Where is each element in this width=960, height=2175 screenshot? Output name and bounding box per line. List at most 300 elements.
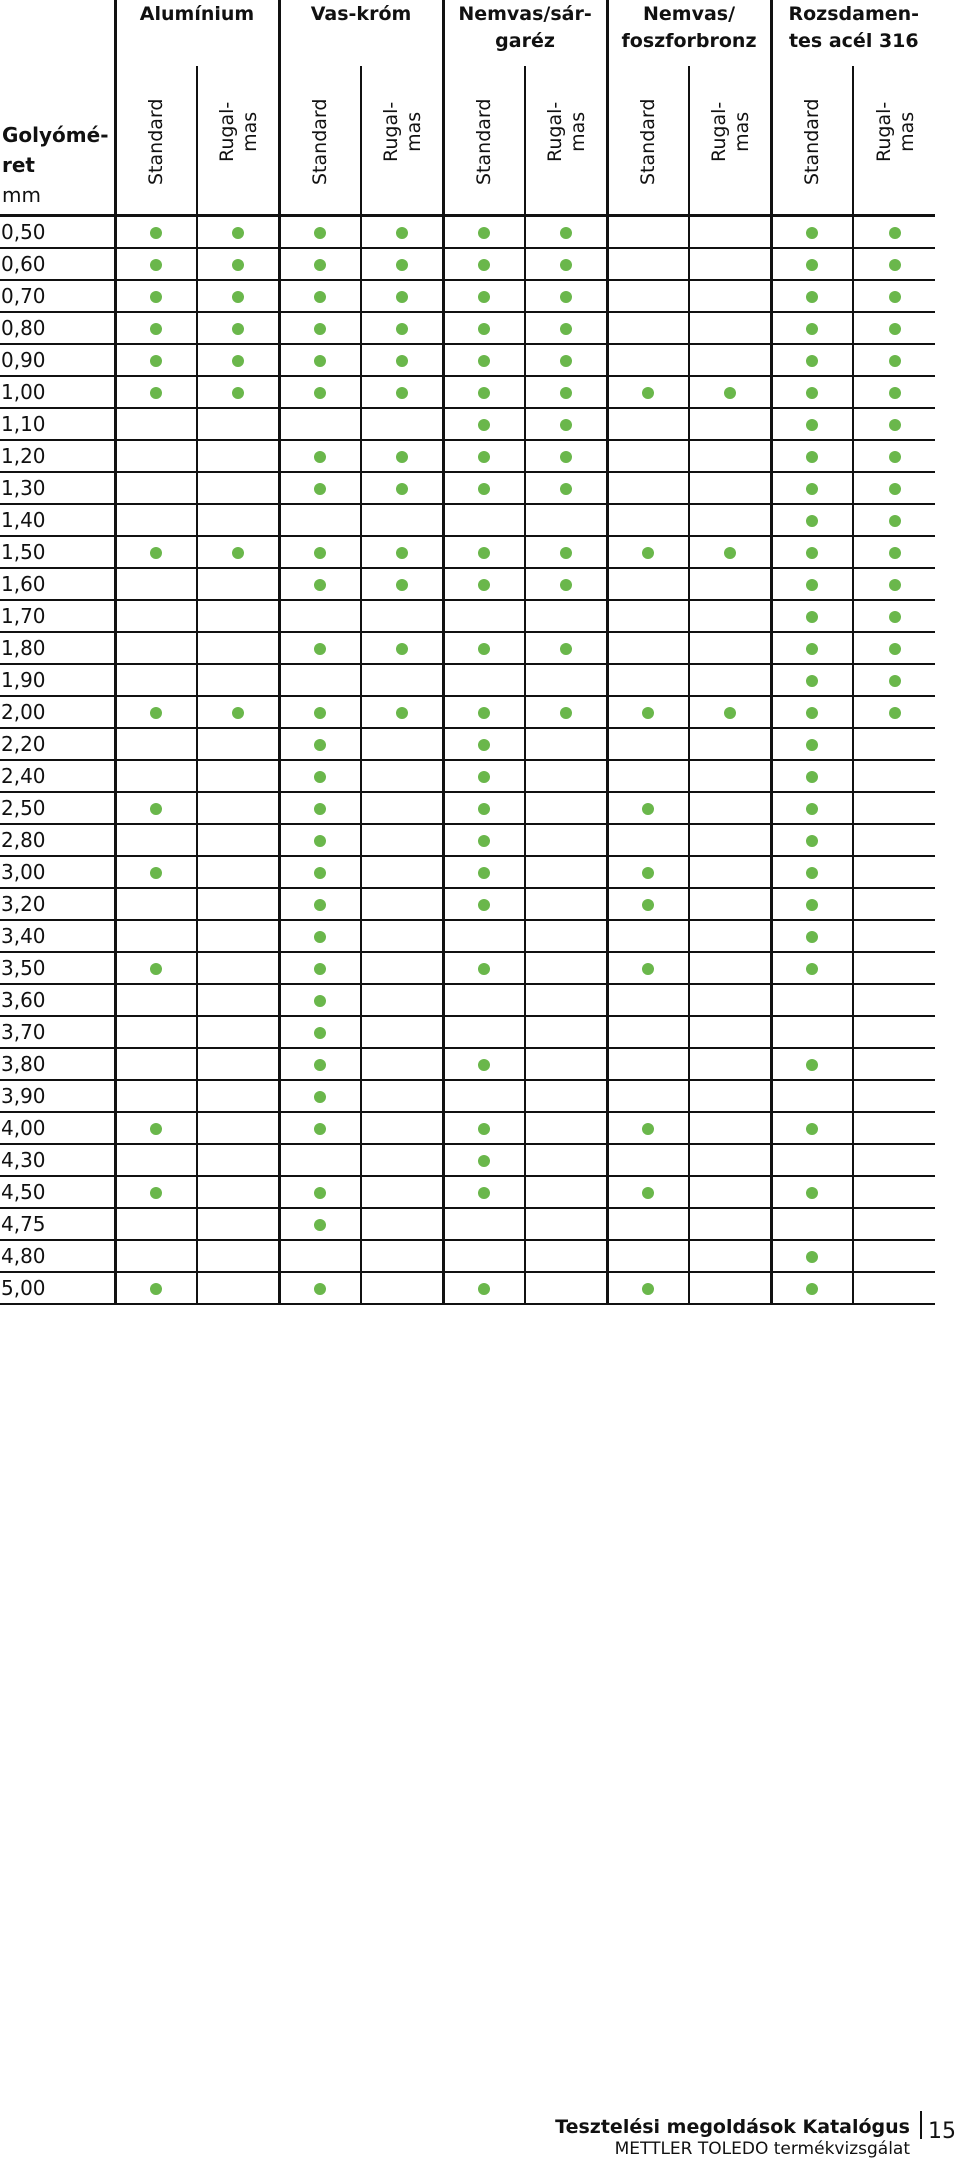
availability-cell <box>279 440 361 472</box>
availability-cell <box>279 216 361 249</box>
table-row <box>0 792 935 824</box>
available-dot-icon <box>396 387 408 399</box>
availability-cell <box>197 664 279 696</box>
available-dot-icon <box>478 643 490 655</box>
availability-cell <box>361 760 443 792</box>
available-dot-icon <box>806 419 818 431</box>
table-row <box>0 824 935 856</box>
ball-size-cell: 2,20 <box>0 728 115 760</box>
availability-cell <box>361 696 443 728</box>
availability-cell <box>853 568 935 600</box>
availability-cell <box>689 664 771 696</box>
availability-cell <box>689 216 771 249</box>
availability-cell <box>689 920 771 952</box>
table-row <box>0 952 935 984</box>
subheader-standard <box>607 66 689 216</box>
availability-cell <box>361 504 443 536</box>
table-row <box>0 504 935 536</box>
availability-cell <box>279 1240 361 1272</box>
availability-cell <box>525 408 607 440</box>
ball-size-cell: 0,80 <box>0 312 115 344</box>
available-dot-icon <box>642 963 654 975</box>
availability-cell <box>197 376 279 408</box>
availability-cell <box>361 568 443 600</box>
availability-cell <box>443 536 525 568</box>
availability-cell <box>853 408 935 440</box>
availability-cell <box>443 344 525 376</box>
available-dot-icon <box>314 867 326 879</box>
availability-cell <box>197 600 279 632</box>
available-dot-icon <box>314 291 326 303</box>
availability-cell <box>525 1048 607 1080</box>
availability-cell <box>853 664 935 696</box>
subheader-rugalmas-line2: mas <box>566 111 589 152</box>
availability-cell <box>607 1080 689 1112</box>
availability-cell <box>607 216 689 249</box>
availability-cell <box>197 728 279 760</box>
available-dot-icon <box>396 259 408 271</box>
availability-cell <box>607 312 689 344</box>
availability-cell <box>525 1144 607 1176</box>
availability-cell <box>689 1048 771 1080</box>
availability-cell <box>689 1016 771 1048</box>
subheader-rugalmas-line1: Rugal- <box>707 101 730 162</box>
subheader-row <box>0 66 935 216</box>
availability-cell <box>525 984 607 1016</box>
available-dot-icon <box>150 547 162 559</box>
material-header-phosphor-bronze <box>607 0 771 66</box>
available-dot-icon <box>806 451 818 463</box>
available-dot-icon <box>478 355 490 367</box>
availability-cell <box>197 632 279 664</box>
availability-cell <box>689 376 771 408</box>
available-dot-icon <box>806 1283 818 1295</box>
availability-cell <box>853 824 935 856</box>
available-dot-icon <box>889 451 901 463</box>
available-dot-icon <box>642 707 654 719</box>
ball-size-cell: 0,90 <box>0 344 115 376</box>
available-dot-icon <box>314 1091 326 1103</box>
availability-cell <box>771 1272 853 1304</box>
availability-cell <box>115 216 197 249</box>
availability-cell <box>443 376 525 408</box>
availability-cell <box>525 568 607 600</box>
availability-cell <box>525 472 607 504</box>
available-dot-icon <box>150 355 162 367</box>
availability-cell <box>607 536 689 568</box>
availability-cell <box>771 472 853 504</box>
availability-cell <box>197 760 279 792</box>
available-dot-icon <box>806 835 818 847</box>
availability-cell <box>279 600 361 632</box>
availability-cell <box>443 696 525 728</box>
availability-cell <box>115 664 197 696</box>
ball-size-cell: 1,20 <box>0 440 115 472</box>
availability-cell <box>115 760 197 792</box>
ball-size-cell: 3,80 <box>0 1048 115 1080</box>
availability-cell <box>443 1176 525 1208</box>
available-dot-icon <box>806 1059 818 1071</box>
availability-cell <box>525 1240 607 1272</box>
availability-cell <box>197 952 279 984</box>
availability-cell <box>279 344 361 376</box>
availability-cell <box>607 1272 689 1304</box>
availability-cell <box>443 1144 525 1176</box>
table-row <box>0 1208 935 1240</box>
availability-cell <box>771 664 853 696</box>
availability-cell <box>607 1016 689 1048</box>
available-dot-icon <box>478 451 490 463</box>
availability-cell <box>689 1176 771 1208</box>
available-dot-icon <box>642 1187 654 1199</box>
availability-cell <box>771 728 853 760</box>
availability-cell <box>853 728 935 760</box>
availability-cell <box>279 1016 361 1048</box>
availability-cell <box>689 504 771 536</box>
availability-cell <box>197 1240 279 1272</box>
available-dot-icon <box>314 323 326 335</box>
available-dot-icon <box>396 547 408 559</box>
available-dot-icon <box>806 515 818 527</box>
availability-cell <box>279 1208 361 1240</box>
availability-cell <box>607 728 689 760</box>
availability-cell <box>689 312 771 344</box>
availability-cell <box>771 1048 853 1080</box>
available-dot-icon <box>396 291 408 303</box>
availability-cell <box>607 952 689 984</box>
ball-size-cell: 4,50 <box>0 1176 115 1208</box>
availability-cell <box>279 1144 361 1176</box>
available-dot-icon <box>560 291 572 303</box>
available-dot-icon <box>314 1187 326 1199</box>
availability-cell <box>607 920 689 952</box>
availability-cell <box>115 984 197 1016</box>
available-dot-icon <box>560 579 572 591</box>
header-corner <box>0 0 115 66</box>
ball-size-cell: 1,90 <box>0 664 115 696</box>
available-dot-icon <box>150 387 162 399</box>
availability-cell <box>689 792 771 824</box>
material-header-iron-chrome <box>279 0 443 66</box>
availability-cell <box>607 760 689 792</box>
availability-cell <box>443 632 525 664</box>
availability-cell <box>771 376 853 408</box>
available-dot-icon <box>889 291 901 303</box>
subheader-standard-label: Standard <box>145 98 168 185</box>
availability-cell <box>853 1176 935 1208</box>
table-row <box>0 1112 935 1144</box>
availability-cell <box>279 920 361 952</box>
material-name-line1: Alumínium <box>139 3 255 25</box>
ball-size-cell: 2,80 <box>0 824 115 856</box>
availability-cell <box>115 312 197 344</box>
available-dot-icon <box>806 739 818 751</box>
availability-cell <box>607 280 689 312</box>
subheader-standard-label: Standard <box>473 98 496 185</box>
available-dot-icon <box>889 387 901 399</box>
availability-cell <box>689 536 771 568</box>
material-name-line1: Nemvas/ <box>643 3 736 25</box>
material-header-row <box>0 0 935 66</box>
availability-cell <box>361 920 443 952</box>
subheader-rugalmas-line1: Rugal- <box>872 101 895 162</box>
available-dot-icon <box>396 483 408 495</box>
available-dot-icon <box>314 739 326 751</box>
availability-cell <box>771 440 853 472</box>
availability-cell <box>607 1240 689 1272</box>
availability-cell <box>443 856 525 888</box>
availability-cell <box>771 568 853 600</box>
available-dot-icon <box>642 387 654 399</box>
availability-cell <box>115 728 197 760</box>
availability-cell <box>525 504 607 536</box>
availability-cell <box>361 216 443 249</box>
availability-cell <box>197 312 279 344</box>
availability-cell <box>607 1176 689 1208</box>
availability-cell <box>525 1208 607 1240</box>
material-name-line2: foszforbronz <box>621 30 757 52</box>
availability-cell <box>443 824 525 856</box>
availability-cell <box>771 1240 853 1272</box>
available-dot-icon <box>478 803 490 815</box>
subheader-standard-label: Standard <box>637 98 660 185</box>
available-dot-icon <box>806 675 818 687</box>
available-dot-icon <box>396 355 408 367</box>
availability-cell <box>853 376 935 408</box>
availability-cell <box>279 472 361 504</box>
available-dot-icon <box>806 1123 818 1135</box>
available-dot-icon <box>889 675 901 687</box>
available-dot-icon <box>560 483 572 495</box>
available-dot-icon <box>806 355 818 367</box>
availability-cell <box>197 1176 279 1208</box>
available-dot-icon <box>314 1059 326 1071</box>
availability-cell <box>689 1112 771 1144</box>
available-dot-icon <box>806 547 818 559</box>
availability-cell <box>689 728 771 760</box>
available-dot-icon <box>724 547 736 559</box>
table-row <box>0 312 935 344</box>
availability-cell <box>443 1080 525 1112</box>
ball-size-cell: 4,00 <box>0 1112 115 1144</box>
available-dot-icon <box>396 323 408 335</box>
availability-cell <box>443 568 525 600</box>
available-dot-icon <box>478 835 490 847</box>
page-number: 15 <box>928 2119 956 2144</box>
availability-cell <box>197 920 279 952</box>
availability-cell <box>361 536 443 568</box>
availability-cell <box>689 408 771 440</box>
availability-cell <box>197 1208 279 1240</box>
ball-size-cell: 1,80 <box>0 632 115 664</box>
available-dot-icon <box>806 771 818 783</box>
available-dot-icon <box>806 579 818 591</box>
availability-cell <box>279 824 361 856</box>
availability-cell <box>279 568 361 600</box>
available-dot-icon <box>478 771 490 783</box>
availability-cell <box>279 312 361 344</box>
ball-size-table-body <box>0 216 935 1305</box>
available-dot-icon <box>806 323 818 335</box>
availability-cell <box>197 472 279 504</box>
availability-cell <box>853 600 935 632</box>
available-dot-icon <box>150 1187 162 1199</box>
ball-size-column-header <box>0 66 115 216</box>
availability-cell <box>607 888 689 920</box>
material-name-line1: Nemvas/sár- <box>458 3 592 25</box>
availability-cell <box>607 472 689 504</box>
availability-cell <box>443 504 525 536</box>
availability-cell <box>525 440 607 472</box>
available-dot-icon <box>642 803 654 815</box>
availability-cell <box>279 1048 361 1080</box>
ball-size-cell: 3,40 <box>0 920 115 952</box>
table-row <box>0 376 935 408</box>
available-dot-icon <box>478 1283 490 1295</box>
available-dot-icon <box>396 451 408 463</box>
availability-cell <box>689 856 771 888</box>
availability-cell <box>115 1048 197 1080</box>
available-dot-icon <box>314 963 326 975</box>
ball-size-cell: 3,70 <box>0 1016 115 1048</box>
availability-cell <box>853 216 935 249</box>
availability-cell <box>607 600 689 632</box>
available-dot-icon <box>806 1251 818 1263</box>
availability-cell <box>197 696 279 728</box>
availability-cell <box>443 792 525 824</box>
available-dot-icon <box>724 387 736 399</box>
availability-cell <box>771 1016 853 1048</box>
availability-cell <box>607 856 689 888</box>
availability-cell <box>771 536 853 568</box>
available-dot-icon <box>478 547 490 559</box>
availability-cell <box>115 1144 197 1176</box>
availability-cell <box>525 1080 607 1112</box>
table-row <box>0 664 935 696</box>
availability-cell <box>771 984 853 1016</box>
availability-cell <box>279 952 361 984</box>
availability-cell <box>197 1080 279 1112</box>
availability-cell <box>853 312 935 344</box>
availability-cell <box>361 1176 443 1208</box>
available-dot-icon <box>150 867 162 879</box>
availability-cell <box>607 408 689 440</box>
availability-cell <box>689 952 771 984</box>
availability-cell <box>197 856 279 888</box>
availability-cell <box>361 408 443 440</box>
availability-cell <box>443 600 525 632</box>
available-dot-icon <box>150 707 162 719</box>
availability-cell <box>443 888 525 920</box>
availability-cell <box>607 1048 689 1080</box>
available-dot-icon <box>150 227 162 239</box>
availability-cell <box>361 1272 443 1304</box>
availability-cell <box>361 824 443 856</box>
table-row <box>0 632 935 664</box>
available-dot-icon <box>642 1123 654 1135</box>
availability-cell <box>607 696 689 728</box>
ball-size-cell: 0,50 <box>0 216 115 249</box>
availability-cell <box>525 920 607 952</box>
available-dot-icon <box>314 387 326 399</box>
ball-size-cell: 1,60 <box>0 568 115 600</box>
available-dot-icon <box>889 611 901 623</box>
available-dot-icon <box>478 483 490 495</box>
available-dot-icon <box>560 355 572 367</box>
availability-cell <box>361 888 443 920</box>
available-dot-icon <box>724 707 736 719</box>
available-dot-icon <box>642 899 654 911</box>
availability-cell <box>689 632 771 664</box>
availability-cell <box>279 1272 361 1304</box>
available-dot-icon <box>478 739 490 751</box>
availability-cell <box>115 600 197 632</box>
availability-cell <box>115 1112 197 1144</box>
available-dot-icon <box>560 547 572 559</box>
availability-cell <box>525 1112 607 1144</box>
ball-size-cell: 0,60 <box>0 248 115 280</box>
availability-cell <box>771 408 853 440</box>
available-dot-icon <box>560 643 572 655</box>
material-name-line1: Rozsdamen- <box>788 3 920 25</box>
table-row <box>0 440 935 472</box>
availability-cell <box>443 312 525 344</box>
available-dot-icon <box>478 387 490 399</box>
availability-cell <box>361 1080 443 1112</box>
availability-cell <box>279 728 361 760</box>
available-dot-icon <box>560 419 572 431</box>
availability-cell <box>607 824 689 856</box>
subheader-rugalmas-label <box>380 102 426 162</box>
availability-cell <box>115 568 197 600</box>
ball-size-cell: 2,40 <box>0 760 115 792</box>
availability-cell <box>197 216 279 249</box>
availability-cell <box>443 472 525 504</box>
available-dot-icon <box>396 707 408 719</box>
available-dot-icon <box>560 323 572 335</box>
availability-cell <box>279 1176 361 1208</box>
availability-cell <box>197 1144 279 1176</box>
availability-cell <box>197 1272 279 1304</box>
availability-cell <box>361 472 443 504</box>
availability-cell <box>361 1240 443 1272</box>
ball-size-header-line2: ret <box>2 153 35 177</box>
availability-cell <box>853 792 935 824</box>
availability-cell <box>443 1016 525 1048</box>
availability-cell <box>689 344 771 376</box>
availability-cell <box>771 696 853 728</box>
available-dot-icon <box>642 867 654 879</box>
available-dot-icon <box>314 579 326 591</box>
availability-cell <box>361 600 443 632</box>
availability-cell <box>443 984 525 1016</box>
available-dot-icon <box>478 899 490 911</box>
available-dot-icon <box>478 963 490 975</box>
availability-cell <box>853 696 935 728</box>
availability-cell <box>771 888 853 920</box>
table-row <box>0 888 935 920</box>
availability-cell <box>115 472 197 504</box>
availability-cell <box>279 376 361 408</box>
available-dot-icon <box>150 291 162 303</box>
availability-cell <box>115 632 197 664</box>
table-row <box>0 568 935 600</box>
availability-cell <box>279 408 361 440</box>
subheader-rugalmas-label <box>544 102 590 162</box>
availability-cell <box>771 1080 853 1112</box>
available-dot-icon <box>806 291 818 303</box>
available-dot-icon <box>478 579 490 591</box>
